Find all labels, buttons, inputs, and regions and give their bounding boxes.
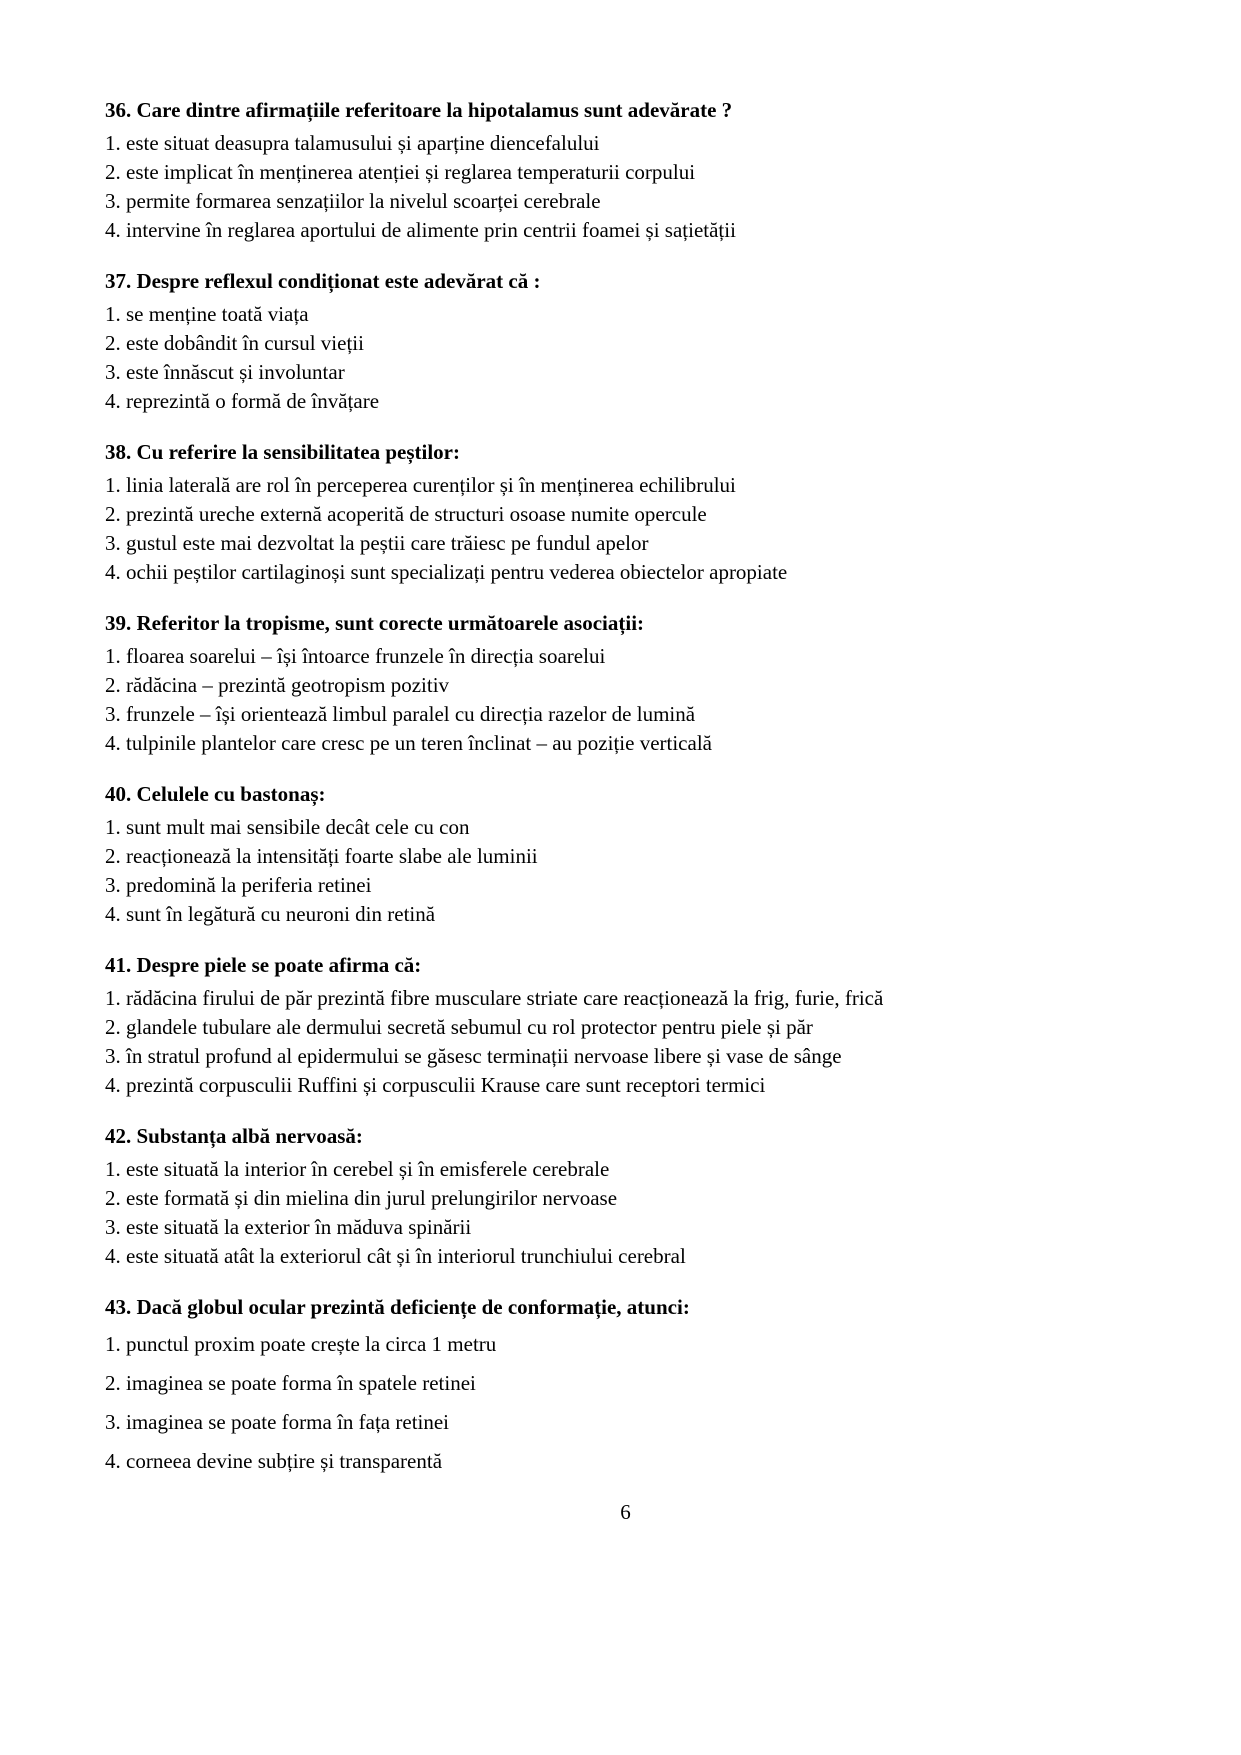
question-option: 3. în stratul profund al epidermului se găsesc terminații nervoase libere și vase de sânge [105,1044,842,1068]
question-option: 1. punctul proxim poate crește la circa 1 metru [105,1332,497,1356]
question-block [105,1122,1146,1271]
question-option: 2. este implicat în menținerea atenției și reglarea temperaturii corpului [105,160,696,184]
question-title: 39. Referitor la tropisme, sunt corecte următoarele asociații: [105,611,645,635]
question-option: 4. ochii peștilor cartilaginoși sunt specializați pentru vederea obiectelor apropiate [105,560,788,584]
question-option: 2. glandele tubulare ale dermului secretă sebumul cu rol protector pentru piele și păr [105,1015,813,1039]
question-option: 1. sunt mult mai sensibile decât cele cu con [105,815,470,839]
question-block [105,609,1146,758]
question-option: 3. predomină la periferia retinei [105,873,372,897]
question-option: 1. linia laterală are rol în perceperea curenților și în menținerea echilibrului [105,473,736,497]
question-option: 4. reprezintă o formă de învățare [105,389,380,413]
questions-container [105,96,1146,1476]
question-block [105,780,1146,929]
question-option: 3. permite formarea senzațiilor la nivelul scoarței cerebrale [105,189,601,213]
question-option: 3. este înnăscut și involuntar [105,360,345,384]
question-option: 2. rădăcina – prezintă geotropism pozitiv [105,673,450,697]
question-option: 3. gustul este mai dezvoltat la peștii care trăiesc pe fundul apelor [105,531,649,555]
question-title: 41. Despre piele se poate afirma că: [105,953,422,977]
question-option: 4. este situată atât la exteriorul cât și în interiorul trunchiului cerebral [105,1244,686,1268]
question-option: 4. sunt în legătură cu neuroni din retină [105,902,436,926]
question-option: 3. este situată la exterior în măduva spinării [105,1215,472,1239]
question-option: 4. prezintă corpusculii Ruffini și corpusculii Krause care sunt receptori termici [105,1073,766,1097]
question-block [105,438,1146,587]
question-block [105,1293,1146,1476]
page-number: 6 [620,1500,631,1524]
question-option: 2. imaginea se poate forma în spatele retinei [105,1371,476,1395]
question-option: 1. floarea soarelui – își întoarce frunzele în direcția soarelui [105,644,606,668]
question-option: 4. intervine în reglarea aportului de alimente prin centrii foamei și sațietății [105,218,736,242]
question-title: 36. Care dintre afirmațiile referitoare la hipotalamus sunt adevărate ? [105,98,733,122]
question-title: 42. Substanța albă nervoasă: [105,1124,363,1148]
question-option: 2. prezintă ureche externă acoperită de structuri osoase numite opercule [105,502,707,526]
question-option: 2. este formată și din mielina din jurul prelungirilor nervoase [105,1186,618,1210]
question-block [105,96,1146,245]
question-option: 4. corneea devine subțire și transparentă [105,1449,443,1473]
question-block [105,267,1146,416]
question-option: 1. se menține toată viața [105,302,309,326]
question-option: 2. este dobândit în cursul vieții [105,331,364,355]
question-option: 3. frunzele – își orientează limbul paralel cu direcția razelor de lumină [105,702,696,726]
question-block [105,951,1146,1100]
question-option: 3. imaginea se poate forma în fața retinei [105,1410,450,1434]
question-option: 4. tulpinile plantelor care cresc pe un teren înclinat – au poziție verticală [105,731,712,755]
question-title: 37. Despre reflexul condiționat este adevărat că : [105,269,541,293]
question-option: 1. rădăcina firului de păr prezintă fibre musculare striate care reacționează la frig, furie, frică [105,986,884,1010]
question-title: 43. Dacă globul ocular prezintă deficiențe de conformație, atunci: [105,1295,690,1319]
question-option: 1. este situată la interior în cerebel și în emisferele cerebrale [105,1157,610,1181]
question-option: 2. reacționează la intensități foarte slabe ale luminii [105,844,538,868]
question-title: 40. Celulele cu bastonaș: [105,782,326,806]
question-title: 38. Cu referire la sensibilitatea peștilor: [105,440,460,464]
question-option: 1. este situat deasupra talamusului și aparține diencefalului [105,131,600,155]
